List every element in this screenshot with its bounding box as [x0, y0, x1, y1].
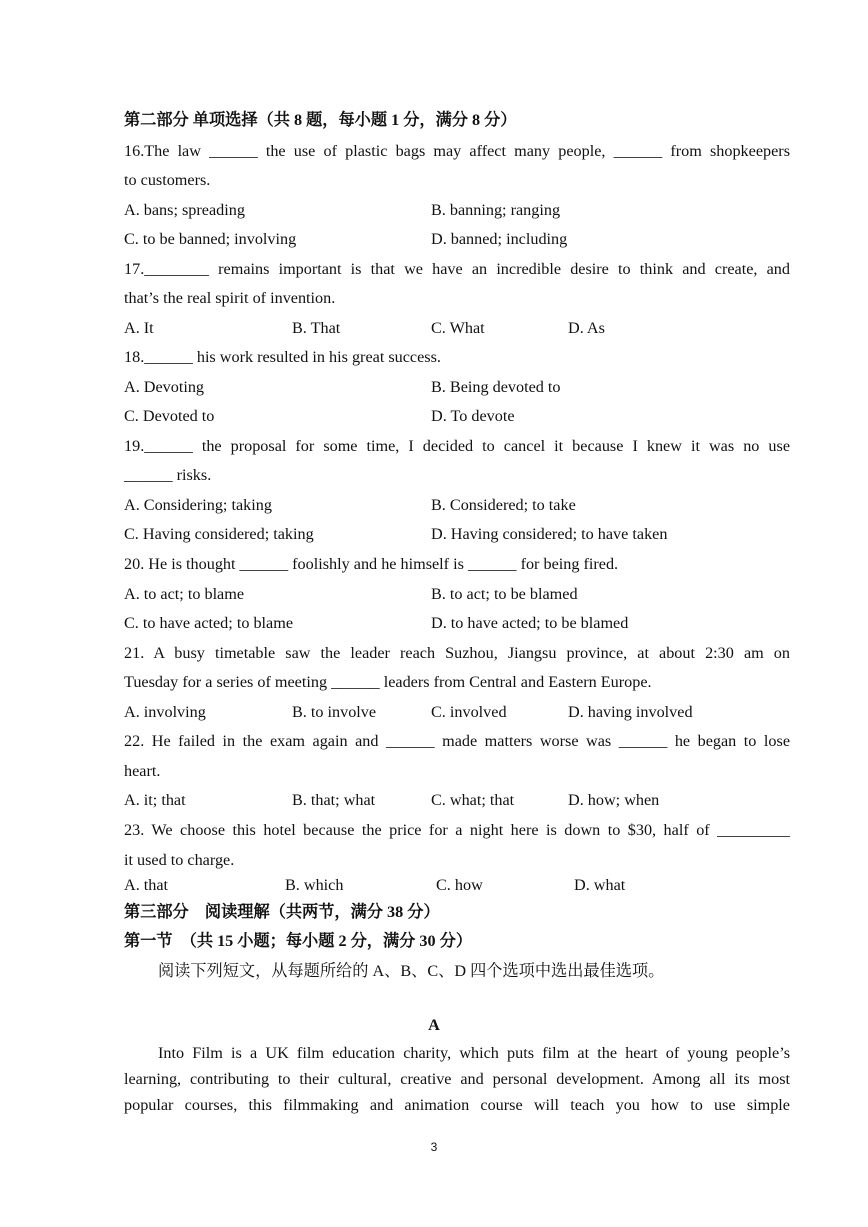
q21-option-d: D. having involved — [568, 703, 693, 721]
q22-option-d: D. how; when — [568, 791, 660, 809]
q23-option-c: C. how — [436, 876, 483, 894]
q21-stem-line2: Tuesday for a series of meeting ______ leaders from Central and Eastern Europe. — [124, 673, 652, 691]
q23-option-b: B. which — [285, 876, 344, 894]
q18-option-b: B. Being devoted to — [431, 378, 561, 396]
q17-option-b: B. That — [292, 319, 341, 337]
passage-line-1: Into Film is a UK film education charity, which puts film at the heart of young people’s — [158, 1044, 790, 1062]
q17-option-c: C. What — [431, 319, 485, 337]
q18-stem: 18.______ his work resulted in his great success. — [124, 348, 441, 366]
q22-stem-line1: 22. He failed in the exam again and ______ made matters worse was ______ he began to lose — [124, 732, 790, 750]
q21-option-b: B. to involve — [292, 703, 377, 721]
q19-stem-line1: 19.______ the proposal for some time, I decided to cancel it because I knew it was no use — [124, 437, 790, 455]
q23-option-a: A. that — [124, 876, 169, 894]
q22-stem-line2: heart. — [124, 762, 161, 780]
q22-option-a: A. it; that — [124, 791, 186, 809]
q19-option-c: C. Having considered; taking — [124, 525, 314, 543]
q20-option-d: D. to have acted; to be blamed — [431, 614, 629, 632]
q20-option-b: B. to act; to be blamed — [431, 585, 578, 603]
q16-option-a: A. bans; spreading — [124, 201, 245, 219]
passage-label: A — [428, 1016, 440, 1034]
q16-option-c: C. to be banned; involving — [124, 230, 297, 248]
q20-stem: 20. He is thought ______ foolishly and he himself is ______ for being fired. — [124, 555, 619, 573]
section3-part1-heading: 第一节 （共 15 小题；每小题 2 分，满分 30 分） — [124, 932, 473, 950]
q21-stem-line1: 21. A busy timetable saw the leader reach Suzhou, Jiangsu province, at about 2:30 am on — [124, 644, 790, 662]
q18-option-c: C. Devoted to — [124, 407, 215, 425]
q23-stem-line1: 23. We choose this hotel because the price for a night here is down to $30, half of _________ — [124, 821, 790, 839]
q19-option-b: B. Considered; to take — [431, 496, 576, 514]
q22-option-c: C. what; that — [431, 791, 515, 809]
q20-option-a: A. to act; to blame — [124, 585, 245, 603]
passage-line-3: popular courses, this filmmaking and animation course will teach you how to use simple — [124, 1096, 790, 1114]
q21-option-c: C. involved — [431, 703, 507, 721]
reading-instruction: 阅读下列短文，从每题所给的 A、B、C、D 四个选项中选出最佳选项。 — [158, 962, 665, 980]
q16-stem-line1: 16.The law ______ the use of plastic bags may affect many people, ______ from shopkeepers — [124, 142, 790, 160]
page-number: 3 — [430, 1140, 438, 1154]
q23-stem-line2: it used to charge. — [124, 851, 235, 869]
q19-stem-line2: ______ risks. — [124, 466, 212, 484]
q20-option-c: C. to have acted; to blame — [124, 614, 294, 632]
passage-line-2: learning, contributing to their cultural, creative and personal development. Among all its most — [124, 1070, 790, 1088]
q22-option-b: B. that; what — [292, 791, 376, 809]
q16-option-d: D. banned; including — [431, 230, 568, 248]
q17-stem-line2: that’s the real spirit of invention. — [124, 289, 336, 307]
q17-stem-line1: 17.________ remains important is that we have an incredible desire to think and create, and — [124, 260, 790, 278]
section3-heading: 第三部分 阅读理解（共两节，满分 38 分） — [124, 903, 440, 921]
q18-option-d: D. To devote — [431, 407, 515, 425]
q19-option-a: A. Considering; taking — [124, 496, 272, 514]
q17-option-d: D. As — [568, 319, 605, 337]
q19-option-d: D. Having considered; to have taken — [431, 525, 668, 543]
q17-option-a: A. It — [124, 319, 154, 337]
q18-option-a: A. Devoting — [124, 378, 205, 396]
q23-option-d: D. what — [574, 876, 626, 894]
q21-option-a: A. involving — [124, 703, 206, 721]
q16-option-b: B. banning; ranging — [431, 201, 561, 219]
q16-stem-line2: to customers. — [124, 171, 211, 189]
section2-heading: 第二部分 单项选择（共 8 题，每小题 1 分，满分 8 分） — [124, 111, 517, 129]
